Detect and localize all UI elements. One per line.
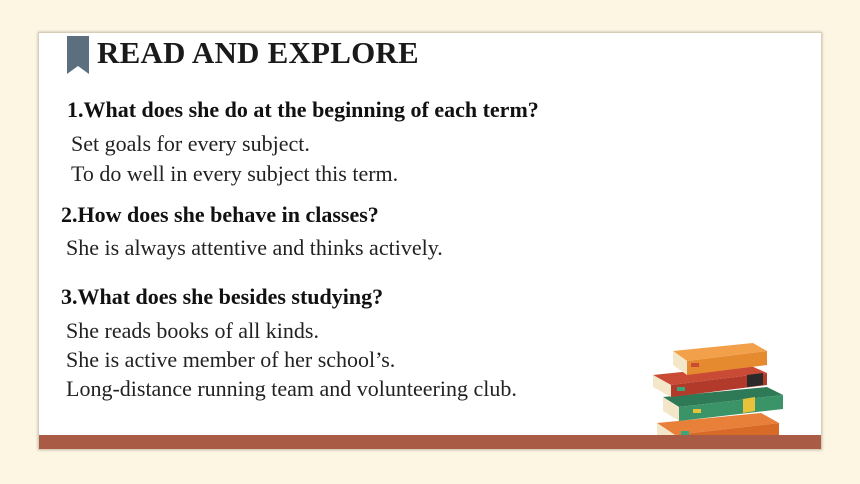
bookmark-icon [67,36,89,74]
answer-1-line-2: To do well in every subject this term. [71,161,399,186]
question-3: 3.What does she besides studying? [61,284,384,309]
answer-1-line-1: Set goals for every subject. [71,131,310,156]
answer-3-line-3: Long-distance running team and volunteering club. [66,376,517,401]
answer-2-line-1: She is always attentive and thinks actively. [66,235,443,260]
footer-accent-bar [39,435,821,449]
answer-3-line-2: She is active member of her school’s. [66,347,396,372]
question-2: 2.How does she behave in classes? [61,202,379,227]
answer-3-line-1: She reads books of all kinds. [66,318,319,343]
slide [38,32,822,450]
page-title: READ AND EXPLORE [97,35,419,70]
question-1: 1.What does she do at the beginning of each term? [67,97,539,122]
